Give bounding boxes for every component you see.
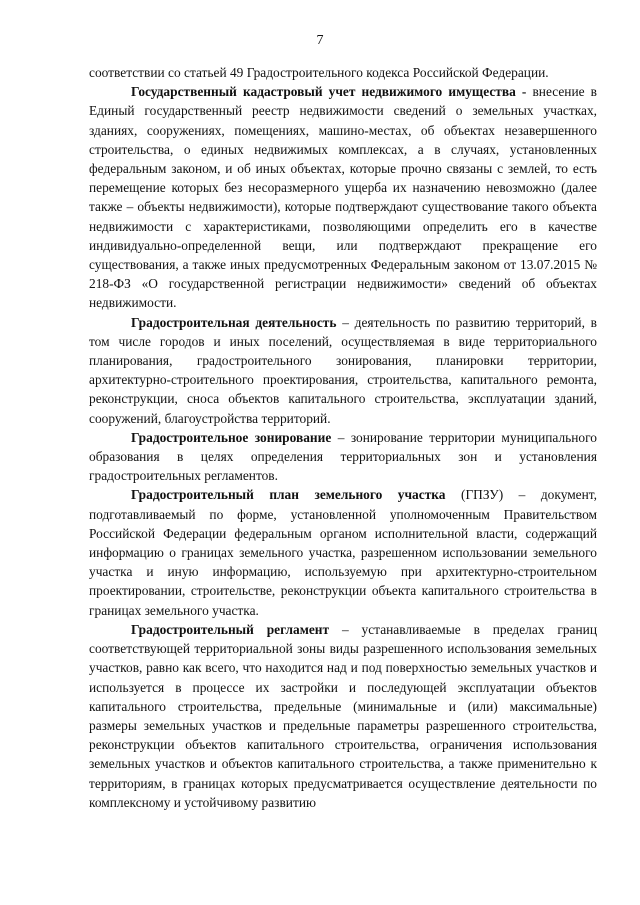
definition-land-plot-plan	[89, 485, 597, 619]
definition-text: – устанавливаемые в пределах границ соответствующей территориальной зоны виды разрешенного использования земельных участков, равно как всего, что находится над и под поверхностью земельных участков и используется в процессе их застройки и последующей эксплуатации объектов капитального строительства, предельные (минимальные и (или) максимальные) размеры земельных участков и предельные параметры разрешенного строительства, реконструкции объектов капитального строительства, ограничения использования земельных участков и объектов капитального строительства, а также применительно к территориям, в границах которых предусматривается осуществление деятельности по комплексному и устойчивому развитию	[89, 621, 597, 810]
definition-urban-zoning	[89, 428, 597, 486]
definition-text: – деятельность по развитию территорий, в том числе городов и иных поселений, осуществляемая в виде территориального планирования, градостроительного зонирования, планировки территории, архитектурно-строительного проектирования, строительства, капитального ремонта, реконструкции, сноса объектов капитального строительства, эксплуатации зданий, сооружений, благоустройства территорий.	[89, 314, 597, 426]
document-body	[89, 63, 597, 812]
definition-urban-planning-activity	[89, 313, 597, 428]
definition-text: – зонирование территории муниципального образования в целях определения территориальных зон и установления градостроительных регламентов.	[89, 429, 597, 484]
paragraph-continuation	[89, 63, 597, 82]
definition-term: Градостроительный план земельного участка	[131, 487, 446, 503]
definition-term: Градостроительная деятельность	[131, 314, 337, 330]
definition-term: Градостроительное зонирование	[131, 429, 332, 445]
definition-text: (ГПЗУ) – документ, подготавливаемый по форме, установленной уполномоченным Правительством Российской Федерации федеральным органом исполнительной власти, содержащий информацию о границах земельного участка, разрешенном использовании земельного участка и иную информацию, используемую при архитектурно-строительном проектировании, строительстве, реконструкции объекта капитального строительства в границах земельного участка.	[89, 487, 597, 618]
definition-term: Градостроительный регламент	[131, 621, 330, 637]
definition-term: Государственный кадастровый учет недвижимого имущества -	[131, 84, 527, 100]
definition-cadastral-registration	[89, 82, 597, 312]
definition-urban-regulation	[89, 620, 597, 812]
definition-text: внесение в Единый государственный реестр недвижимости сведений о земельных участках, зданиях, сооружениях, помещениях, машино-местах, об объектах незавершенного строительства, о единых недвижимых комплексах, а в случаях, установленных федеральным законом, и об иных объектах, которые прочно связаны с землей, то есть перемещение которых без несоразмерного ущерба их назначению невозможно (далее также – объекты недвижимости), которые подтверждают существование такого объекта недвижимости с характеристиками, позволяющими определить его в качестве индивидуально-определенной вещи, или подтверждают прекращение его существования, а также иных предусмотренных Федеральным законом от 13.07.2015 № 218-ФЗ «О государственной регистрации недвижимости» сведений об объектах недвижимости.	[89, 84, 597, 311]
page-number: 7	[316, 33, 324, 48]
paragraph-text: соответствии со статьей 49 Градостроительного кодекса Российской Федерации.	[89, 65, 549, 80]
